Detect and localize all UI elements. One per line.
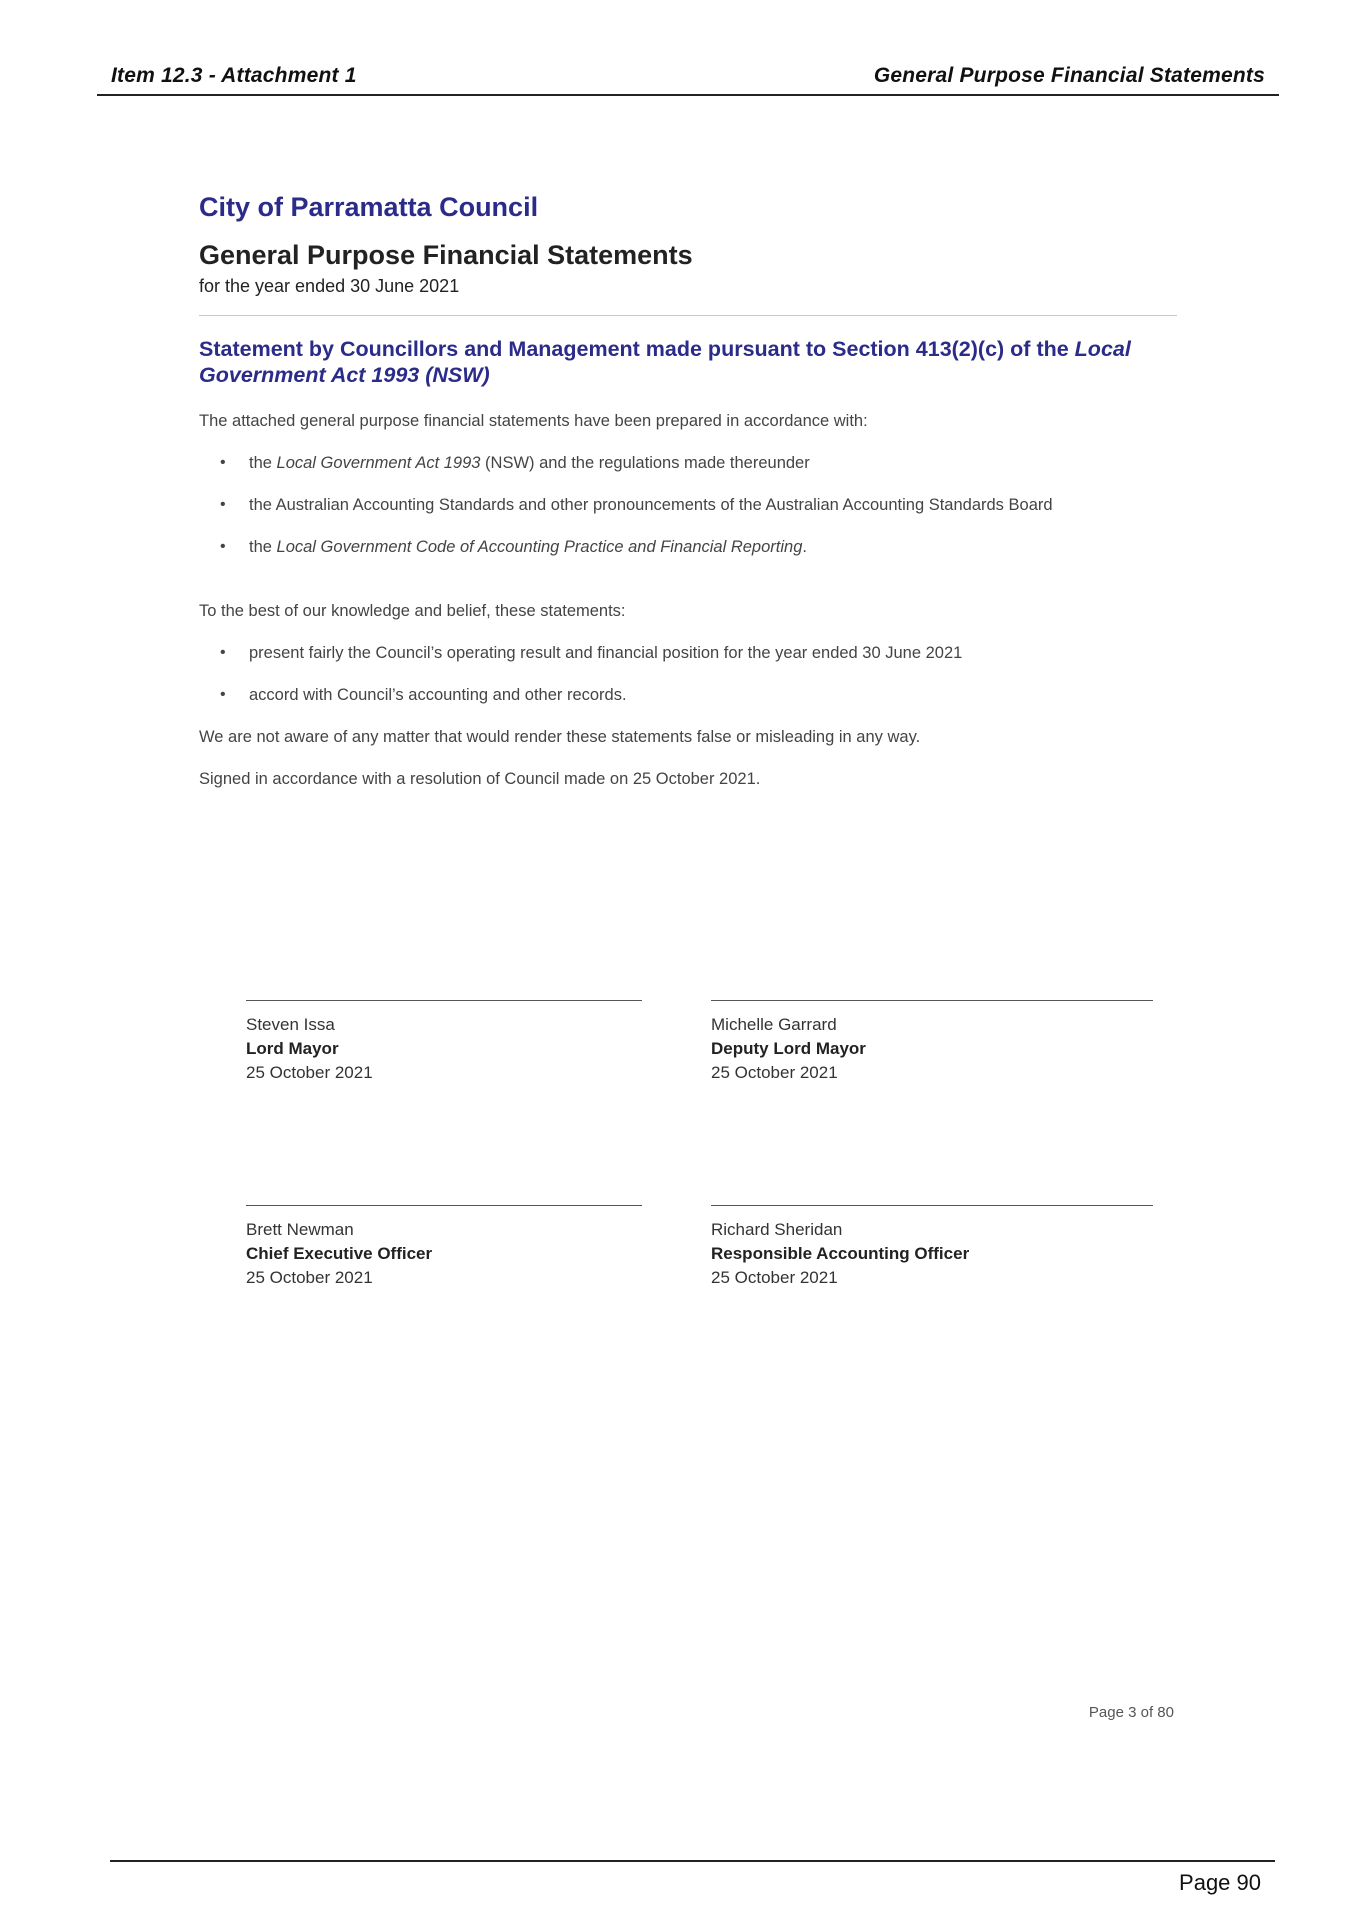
belief-paragraph: To the best of our knowledge and belief, these statements: [199,602,626,620]
bullet-icon: • [220,644,226,661]
compliance-list [199,452,1179,558]
belief-item: • accord with Council’s accounting and other records. [220,686,627,704]
attachment-label: Item 12.3 - Attachment 1 [111,64,357,87]
compliance-item: • the Australian Accounting Standards and other pronouncements of the Australian Accounting Standards Board [220,496,1053,514]
signature-block [711,1205,1153,1290]
title-divider [199,315,1177,316]
statement-heading [199,336,1179,388]
compliance-item: • the Local Government Code of Accounting Practice and Financial Reporting. [220,538,807,556]
signatory-role: Lord Mayor [246,1039,339,1058]
signature-block [711,1000,1153,1085]
signatory-date: 25 October 2021 [711,1063,838,1082]
signatory-date: 25 October 2021 [246,1063,373,1082]
belief-list [199,642,1179,706]
inner-page-number: Page 3 of 80 [1088,1704,1174,1721]
statement-heading-main: Statement by Councillors and Management made pursuant to Section 413(2)(c) of the [199,337,1075,361]
header-document-title: General Purpose Financial Statements [873,64,1265,87]
bullet-icon: • [220,496,226,513]
compliance-item: • the Local Government Act 1993 (NSW) and the regulations made thereunder [220,454,810,472]
bottom-footer [110,1860,1275,1895]
intro-paragraph: The attached general purpose financial statements have been prepared in accordance with: [199,412,868,430]
top-header [97,62,1279,96]
signatory-role: Deputy Lord Mayor [711,1039,866,1058]
page-number: Page 90 [1179,1870,1261,1895]
signatory-date: 25 October 2021 [711,1268,838,1287]
not-aware-paragraph: We are not aware of any matter that would render these statements false or misleading in any way. [199,728,921,746]
organisation-name: City of Parramatta Council [199,192,539,222]
signed-paragraph: Signed in accordance with a resolution of Council made on 25 October 2021. [199,770,761,788]
belief-item: • present fairly the Council’s operating result and financial position for the year ended 30 June 2021 [220,644,963,662]
signature-line [711,1205,1153,1206]
signature-line [246,1205,642,1206]
signature-block [246,1205,642,1290]
statement-heading-act: Local Government Act 1993 (NSW) [199,337,1131,387]
signatory-name: Brett Newman [246,1220,354,1239]
signatory-name: Michelle Garrard [711,1015,837,1034]
bullet-icon: • [220,686,226,703]
signatory-name: Steven Issa [246,1015,335,1034]
signature-line [711,1000,1153,1001]
bullet-icon: • [220,454,226,471]
signature-block [246,1000,642,1085]
signatory-role: Chief Executive Officer [246,1244,433,1263]
bullet-icon: • [220,538,226,555]
document-subtitle: for the year ended 30 June 2021 [199,276,460,296]
signatory-name: Richard Sheridan [711,1220,843,1239]
document-title: General Purpose Financial Statements [199,240,693,270]
signatory-role: Responsible Accounting Officer [711,1244,970,1263]
statement-content [199,190,1179,790]
signature-line [246,1000,642,1001]
signatory-date: 25 October 2021 [246,1268,373,1287]
